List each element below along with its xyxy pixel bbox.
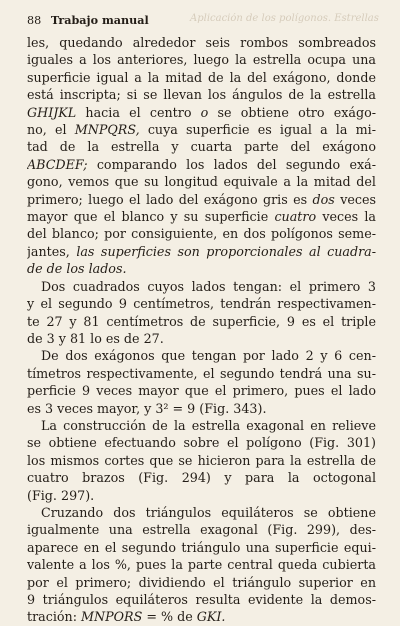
text-run: superficie igual a la mitad de la del exágono, donde [27,69,376,85]
text-run: valente a los %, pues la parte central queda cubierta [27,557,376,573]
text-line [27,539,376,556]
text-run: iguales a los anteriores, luego la estrella ocupa una [27,52,376,68]
text-run: jantes, [27,243,77,259]
text-line [27,521,376,538]
text-run: comparando los lados del segundo exá- [87,156,376,172]
text-run: hacia el centro [76,104,201,120]
text-line [27,121,376,138]
text-line [27,574,376,591]
text-run: tad de la estrella y cuarta parte del exágono [27,139,376,155]
text-line [27,51,376,68]
text-line [27,591,376,608]
text-run: se obtiene efectuando sobre el polígono (Fig. 301) [27,435,376,451]
italic-text: las superficies son proporcionales al cuadra- [76,243,376,259]
text-line [27,556,376,573]
text-line [27,260,376,277]
text-line [27,608,376,625]
text-line [27,173,376,190]
text-line [27,330,376,347]
text-run: veces [334,191,376,207]
text-run: De dos exágonos que tengan por lado 2 y 6 cen- [41,348,376,364]
text-line [27,34,376,51]
text-line [27,208,376,225]
text-line [27,417,376,434]
text-run: mayor que el blanco y su superficie [27,209,275,225]
text-line [27,86,376,103]
text-line [27,434,376,451]
text-line [27,191,376,208]
text-line [27,243,376,260]
text-run: les, quedando alrededor seis rombos sombreados [27,35,376,50]
text-line [27,487,376,504]
text-run: perficie 9 veces mayor que el primero, pues el lado [27,383,376,399]
text-run: te 27 y 81 centímetros de superficie, 9 es el triple [27,313,376,329]
text-line [27,400,376,417]
italic-text: o [200,104,209,120]
italic-text: MNPQRS, [74,122,140,138]
text-run: primero; luego el lado del exágono gris es [27,191,313,207]
text-run: del blanco; por consiguiente, en dos polígonos seme- [27,226,376,242]
text-line [27,278,376,295]
italic-text: GHIJKL [27,104,77,120]
page-number: 88 [27,14,42,27]
italic-text: ABCDEF; [27,156,88,172]
text-run: de 3 y 81 lo es de 27. [27,330,164,346]
text-run: (Fig. 297). [27,487,95,503]
text-run: tración: [27,609,82,625]
text-run: = % de [142,609,197,625]
text-run: igualmente una estrella exagonal (Fig. 299), des- [27,522,376,538]
text-run: La construcción de la estrella exagonal en relieve [41,417,376,433]
text-line [27,156,376,173]
text-run: por el primero; dividiendo el triángulo superior en [27,574,376,590]
text-run: aparece en el segundo triángulo una superficie equi- [27,539,376,555]
text-run: Dos cuadrados cuyos lados tengan: el primero 3 [41,278,376,294]
text-run: cuatro brazos (Fig. 294) y para la octogonal [27,470,376,486]
text-run: Cruzando dos triángulos equiláteros se obtiene [41,504,376,520]
text-line [27,365,376,382]
text-run: no, el [27,122,75,138]
italic-text: dos [312,191,335,207]
text-line [27,347,376,364]
text-run: cuya superficie es igual a la mi- [139,122,376,138]
text-line [27,69,376,86]
text-run: está inscripta; si se llevan los ángulos de la estrella [27,87,376,103]
text-line [27,138,376,155]
running-title: Trabajo manual [50,13,149,27]
italic-text: cuatro [274,209,317,225]
text-run: tímetros respectivamente, el segundo tendrá una su- [27,365,376,381]
italic-text: MNPORS [81,609,143,625]
text-run: gono, vemos que su longitud equivale a la mitad del [27,174,376,190]
text-line [27,295,376,312]
text-line [27,313,376,330]
text-line [27,504,376,521]
text-run: veces la [316,209,376,225]
text-line [27,382,376,399]
text-run: 9 triángulos equiláteros resulta evidente la demos- [27,592,376,607]
text-run: se obtiene otro exágo- [208,104,376,120]
text-line [27,104,376,121]
text-line [27,469,376,486]
text-run: los mismos cortes que se hicieron para la estrella de [27,452,376,468]
italic-text: de de los lados. [27,261,127,277]
body-text [27,34,376,626]
text-line [27,452,376,469]
italic-text: GKI. [196,609,226,625]
text-line [27,225,376,242]
text-run: es 3 veces mayor, y 3² = 9 (Fig. 343). [27,400,267,416]
bleed-through-running-title: Aplicación de los polígonos. Estrellas [190,13,379,24]
text-run: y el segundo 9 centímetros, tendrán respectivamen- [27,296,376,312]
